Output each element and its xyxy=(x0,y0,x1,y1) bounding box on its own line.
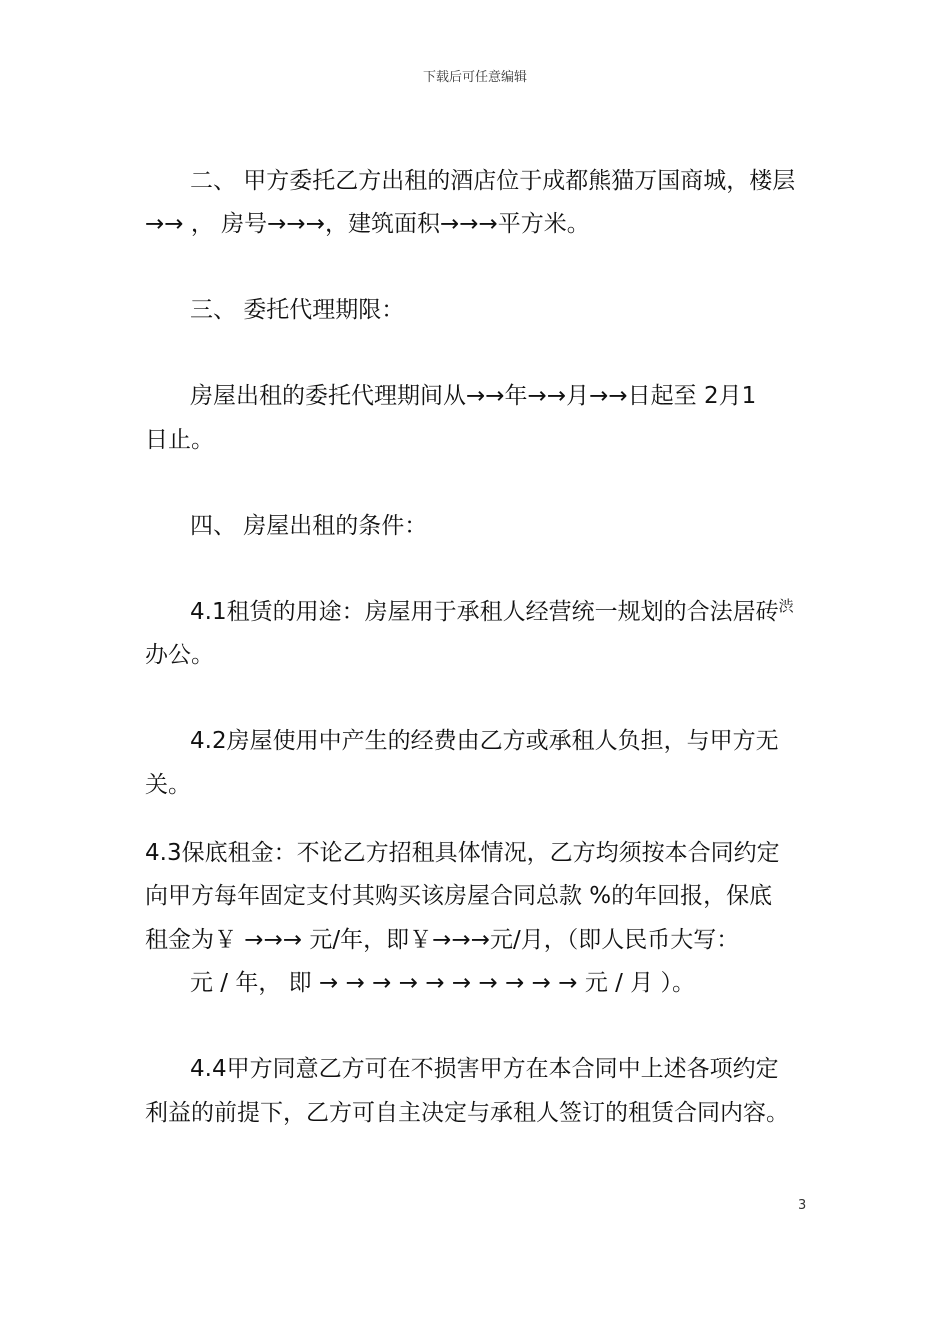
section-2-line-2: →→ ， 房号→→→，建筑面积→→→平方米。 xyxy=(145,211,590,237)
page-number: 3 xyxy=(798,1198,807,1213)
page-header: 下载后可任意编辑 xyxy=(422,70,527,85)
clause-4-1-mark: 渋 xyxy=(778,597,794,615)
clause-4-4-line-2: 利益的前提下，乙方可自主决定与承租人签订的租赁合同内容。 xyxy=(145,1100,789,1126)
clause-4-3-line-3: 租金为￥ →→→ 元/年，即￥→→→元/月，（即人民币大写： xyxy=(145,927,740,953)
clause-4-1-text: 4.1租赁的用途：房屋用于承租人经营统一规划的合法居砖 xyxy=(190,599,779,625)
section-3-title: 三、 委托代理期限： xyxy=(190,297,405,323)
clause-4-2-line-2: 关。 xyxy=(145,772,191,798)
section-3-line-2: 日止。 xyxy=(145,427,214,453)
clause-4-3-line-4: 元 / 年， 即 → → → → → → → → → → 元 / 月 ）。 xyxy=(190,970,696,996)
clause-4-1-line-1 xyxy=(190,591,794,635)
section-2-line-1: 二、 甲方委托乙方出租的酒店位于成都熊猫万国商城，楼层 xyxy=(190,168,796,194)
clause-4-1-line-2: 办公。 xyxy=(145,642,214,668)
clause-4-4-line-1: 4.4甲方同意乙方可在不损害甲方在本合同中上述各项约定 xyxy=(190,1056,779,1082)
clause-4-3-line-1: 4.3保底租金：不论乙方招租具体情况，乙方均须按本合同约定 xyxy=(145,840,780,866)
section-3-line-1: 房屋出租的委托代理期间从→→年→→月→→日起至 2月1 xyxy=(190,383,757,409)
section-4-title: 四、 房屋出租的条件： xyxy=(190,513,428,539)
clause-4-2-line-1: 4.2房屋使用中产生的经费由乙方或承租人负担，与甲方无 xyxy=(190,728,779,754)
clause-4-3-line-2: 向甲方每年固定支付其购买该房屋合同总款 %的年回报，保底 xyxy=(145,883,773,909)
